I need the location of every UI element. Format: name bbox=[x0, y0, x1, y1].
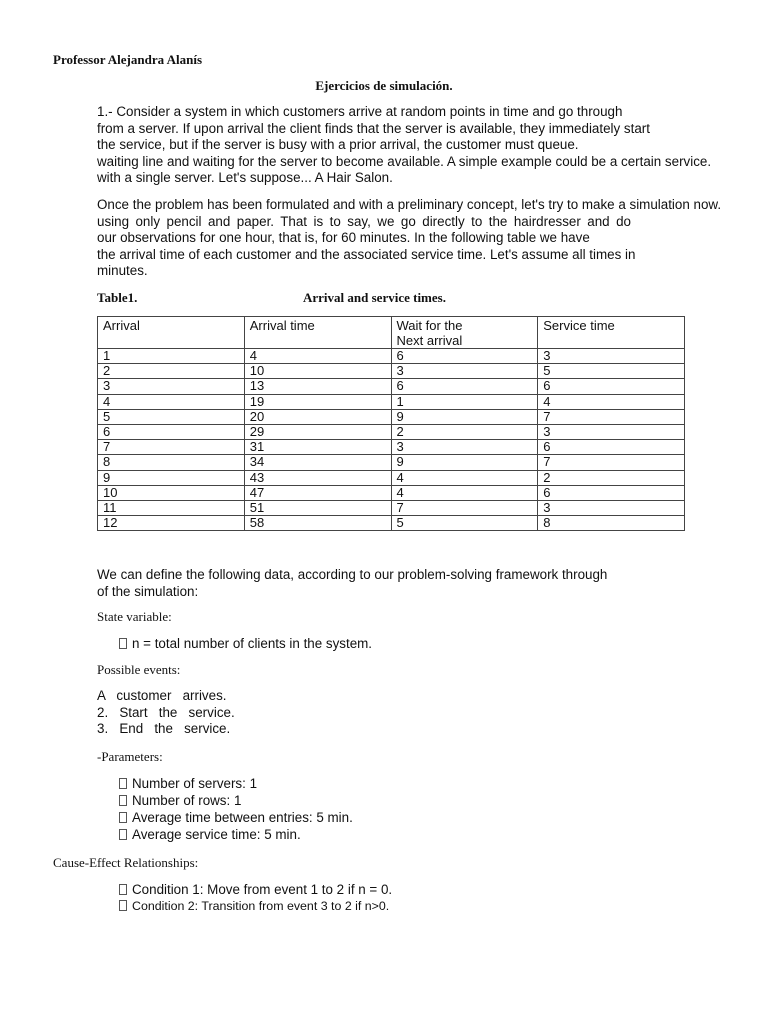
table-caption: Arrival and service times. bbox=[303, 290, 446, 305]
paragraph-3-line: of the simulation: bbox=[97, 583, 199, 599]
parameter-text: Average time between entries: 5 min. bbox=[132, 810, 353, 825]
table-cell: 6 bbox=[391, 349, 538, 364]
table-cell: 6 bbox=[538, 379, 685, 394]
table-cell: 3 bbox=[98, 379, 245, 394]
event-item: A customer arrives. bbox=[97, 688, 227, 703]
paragraph-1-line: with a single server. Let's suppose... A Hair Salon. bbox=[97, 170, 393, 186]
paragraph-2-line: our observations for one hour, that is, for 60 minutes. In the following table we have bbox=[97, 230, 590, 246]
table-cell: 6 bbox=[98, 425, 245, 440]
table-cell: 7 bbox=[391, 501, 538, 516]
column-header: Arrival bbox=[98, 317, 245, 349]
table-cell: 2 bbox=[391, 425, 538, 440]
table-cell: 47 bbox=[244, 485, 391, 500]
table-row bbox=[98, 440, 685, 455]
paragraph-3-line: We can define the following data, according to our problem-solving framework through bbox=[97, 567, 608, 582]
table-row bbox=[98, 394, 685, 409]
table-row bbox=[98, 501, 685, 516]
parameters-heading: -Parameters: bbox=[97, 749, 163, 764]
table-row bbox=[98, 349, 685, 364]
paragraph-1-line: waiting line and waiting for the server to become available. A simple example could be a certain service. bbox=[97, 153, 712, 169]
cause-effect-heading: Cause-Effect Relationships: bbox=[53, 855, 199, 870]
condition-item bbox=[119, 881, 392, 898]
condition-text: Condition 2: Transition from event 3 to 2 if n>0. bbox=[132, 899, 390, 913]
table-row bbox=[98, 425, 685, 440]
paragraph-2-line: using only pencil and paper. That is to say, we go directly to the hairdresser and do bbox=[97, 213, 631, 229]
state-variable-text: n = total number of clients in the system. bbox=[132, 636, 373, 651]
table-cell: 11 bbox=[98, 501, 245, 516]
table-cell: 10 bbox=[98, 485, 245, 500]
table-row bbox=[98, 516, 685, 531]
parameter-text: Number of rows: 1 bbox=[132, 793, 242, 808]
table-cell: 43 bbox=[244, 470, 391, 485]
events-list bbox=[97, 688, 235, 738]
table-cell: 2 bbox=[538, 470, 685, 485]
parameter-item bbox=[119, 775, 353, 792]
document-author: Professor Alejandra Alanís bbox=[53, 52, 203, 67]
bullet-box-icon bbox=[119, 884, 127, 895]
condition-text: Condition 1: Move from event 1 to 2 if n = 0. bbox=[132, 882, 393, 897]
state-variable-item bbox=[119, 635, 372, 652]
bullet-box-icon bbox=[119, 778, 127, 789]
table-cell: 4 bbox=[244, 349, 391, 364]
bullet-box-icon bbox=[119, 812, 127, 823]
table-row bbox=[98, 485, 685, 500]
paragraph-2 bbox=[97, 197, 722, 280]
bullet-box-icon bbox=[119, 795, 127, 806]
table-cell: 6 bbox=[391, 379, 538, 394]
table-cell: 5 bbox=[538, 364, 685, 379]
paragraph-2-line: minutes. bbox=[97, 263, 148, 279]
table-cell: 9 bbox=[391, 409, 538, 424]
parameter-text: Number of servers: 1 bbox=[132, 776, 258, 791]
paragraph-1-line: from a server. If upon arrival the client finds that the server is available, they immediately start bbox=[97, 120, 650, 136]
column-header: Service time bbox=[538, 317, 685, 349]
table-cell: 8 bbox=[538, 516, 685, 531]
table-cell: 1 bbox=[98, 349, 245, 364]
table-cell: 58 bbox=[244, 516, 391, 531]
bullet-box-icon bbox=[119, 900, 127, 911]
parameters-list bbox=[119, 775, 353, 843]
table-cell: 3 bbox=[391, 364, 538, 379]
table-cell: 5 bbox=[98, 409, 245, 424]
table-cell: 3 bbox=[391, 440, 538, 455]
parameter-text: Average service time: 5 min. bbox=[132, 827, 301, 842]
table-cell: 51 bbox=[244, 501, 391, 516]
arrival-service-table bbox=[97, 316, 685, 531]
table-cell: 13 bbox=[244, 379, 391, 394]
table-cell: 31 bbox=[244, 440, 391, 455]
table-cell: 4 bbox=[98, 394, 245, 409]
table-cell: 10 bbox=[244, 364, 391, 379]
table-cell: 3 bbox=[538, 349, 685, 364]
paragraph-3 bbox=[97, 567, 657, 600]
paragraph-1 bbox=[97, 104, 717, 187]
paragraph-1-line: 1.- Consider a system in which customers arrive at random points in time and go through bbox=[97, 104, 623, 119]
table-cell: 7 bbox=[98, 440, 245, 455]
possible-events-heading: Possible events: bbox=[97, 662, 181, 677]
parameter-item bbox=[119, 792, 353, 809]
table-cell: 9 bbox=[391, 455, 538, 470]
column-header: Arrival time bbox=[244, 317, 391, 349]
table-row bbox=[98, 409, 685, 424]
parameter-item bbox=[119, 809, 353, 826]
table-cell: 9 bbox=[98, 470, 245, 485]
table-cell: 3 bbox=[538, 501, 685, 516]
document-title: Ejercicios de simulación. bbox=[315, 78, 453, 93]
state-variable-heading: State variable: bbox=[97, 609, 172, 624]
table-cell: 4 bbox=[538, 394, 685, 409]
table-cell: 19 bbox=[244, 394, 391, 409]
table-cell: 7 bbox=[538, 409, 685, 424]
condition-item bbox=[119, 898, 392, 915]
table-cell: 7 bbox=[538, 455, 685, 470]
bullet-box-icon bbox=[119, 829, 127, 840]
table-cell: 2 bbox=[98, 364, 245, 379]
table-cell: 3 bbox=[538, 425, 685, 440]
paragraph-1-line: the service, but if the server is busy with a prior arrival, the customer must queue. bbox=[97, 137, 579, 153]
table-row bbox=[98, 364, 685, 379]
table-cell: 1 bbox=[391, 394, 538, 409]
table-cell: 12 bbox=[98, 516, 245, 531]
table-cell: 8 bbox=[98, 455, 245, 470]
event-item: 2. Start the service. bbox=[97, 704, 235, 720]
paragraph-2-line: the arrival time of each customer and the associated service time. Let's assume all times in bbox=[97, 246, 636, 262]
table-cell: 6 bbox=[538, 485, 685, 500]
table-cell: 5 bbox=[391, 516, 538, 531]
bullet-box-icon bbox=[119, 638, 127, 649]
table-cell: 4 bbox=[391, 470, 538, 485]
table-cell: 29 bbox=[244, 425, 391, 440]
table-row bbox=[98, 455, 685, 470]
table-row bbox=[98, 470, 685, 485]
paragraph-2-line: Once the problem has been formulated and with a preliminary concept, let's try to make a simulation now. bbox=[97, 197, 722, 212]
table-row bbox=[98, 379, 685, 394]
table-cell: 20 bbox=[244, 409, 391, 424]
parameter-item bbox=[119, 826, 353, 843]
column-header: Wait for the Next arrival bbox=[391, 317, 538, 349]
table-label: Table1. bbox=[97, 290, 138, 305]
event-item: 3. End the service. bbox=[97, 721, 231, 737]
conditions-list bbox=[119, 881, 392, 915]
table-cell: 4 bbox=[391, 485, 538, 500]
table-cell: 34 bbox=[244, 455, 391, 470]
table-cell: 6 bbox=[538, 440, 685, 455]
table-header-row bbox=[98, 317, 685, 349]
